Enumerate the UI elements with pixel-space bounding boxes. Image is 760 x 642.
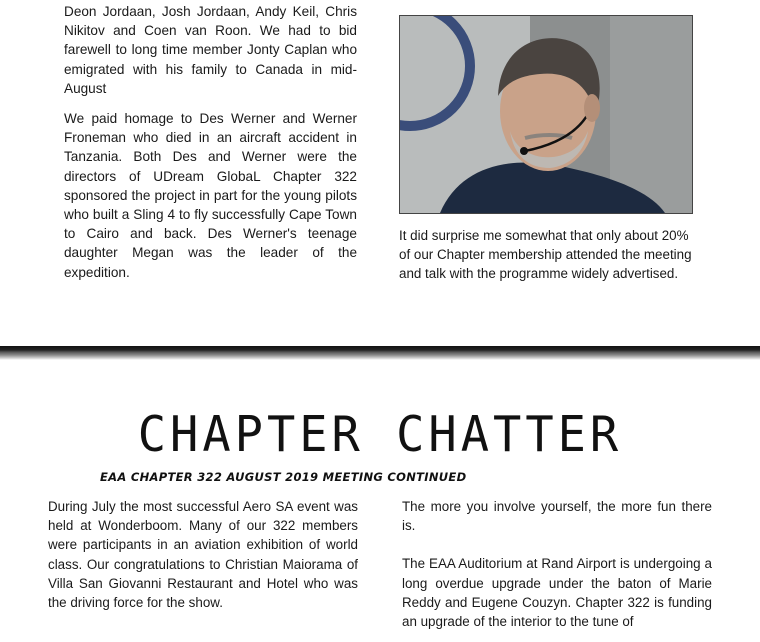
speaker-photo-image bbox=[400, 16, 692, 213]
paragraph: During July the most successful Aero SA event was held at Wonderboom. Many of our 322 members were participants in an aviation exhibition of world class. Our congratulations to Christian Maiorama of Villa San Giovanni Restaurant and Hotel who was the driving force for the show. bbox=[48, 499, 358, 611]
top-left-column bbox=[64, 2, 357, 293]
bottom-left-column bbox=[48, 497, 358, 623]
section-subtitle: EAA CHAPTER 322 AUGUST 2019 MEETING CONTINUED bbox=[100, 470, 467, 484]
bottom-right-column bbox=[402, 497, 712, 642]
page-divider bbox=[0, 346, 760, 360]
photo-caption: It did surprise me somewhat that only about 20% of our Chapter membership attended the meeting and talk with the programme widely advertised. bbox=[399, 228, 692, 282]
paragraph: We paid homage to Des Werner and Werner Froneman who died in an aircraft accident in Tanzania. Both Des and Werner were the directors of UDream GlobaL Chapter 322 sponsored the project in part for the young pilots who built a Sling 4 to fly successfully Cape Town to Cairo and back. Des Werner's teenage daughter Megan was the leader of the expedition. bbox=[64, 111, 357, 280]
paragraph: The more you involve yourself, the more fun there is. bbox=[402, 499, 712, 534]
paragraph: The EAA Auditorium at Rand Airport is undergoing a long overdue upgrade under the baton of Marie Reddy and Eugene Couzyn. Chapter 322 is funding an upgrade of the interior to the tune of bbox=[402, 556, 712, 630]
section-title: CHAPTER CHATTER bbox=[137, 405, 623, 464]
speaker-photo bbox=[399, 15, 693, 214]
paragraph: Deon Jordaan, Josh Jordaan, Andy Keil, Chris Nikitov and Coen van Roon. We had to bid farewell to long time member Jonty Caplan who emigrated with his family to Canada in mid-August bbox=[64, 4, 357, 96]
